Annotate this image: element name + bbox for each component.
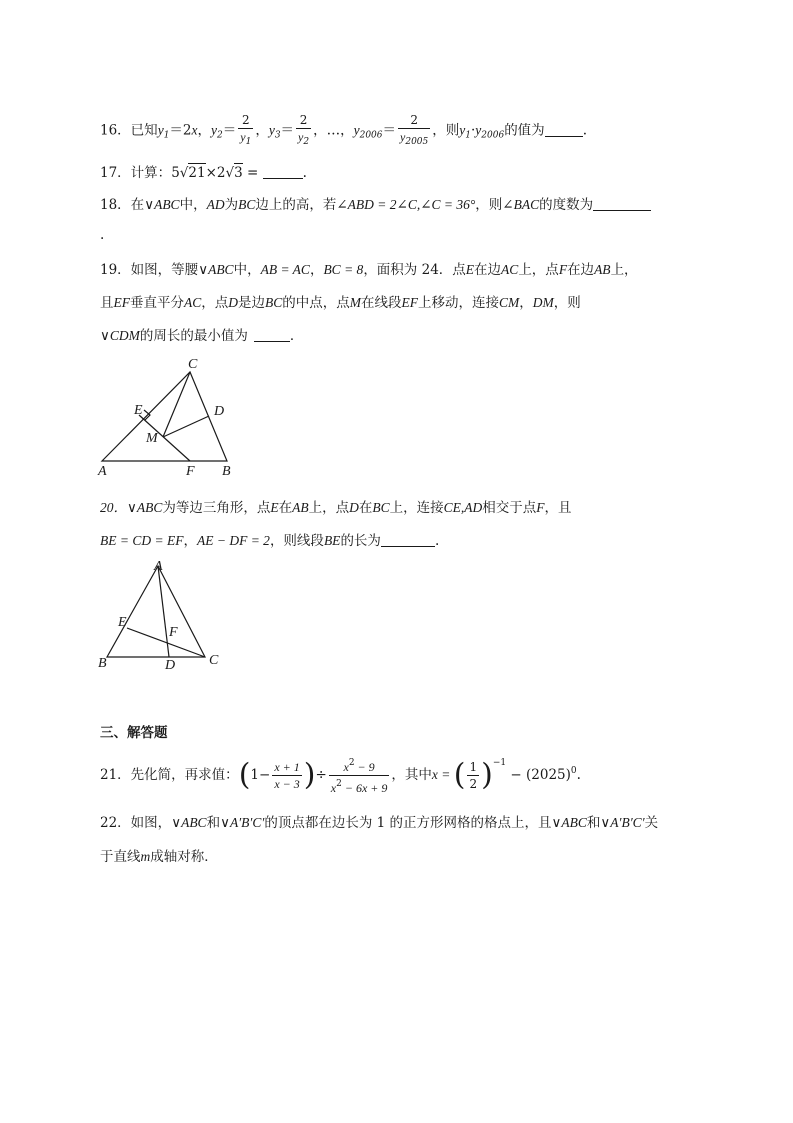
q21-fraction-half: $\frac{1}{2}$	[469, 760, 478, 791]
figure-19	[92, 352, 252, 482]
answer-blank	[593, 198, 651, 211]
q17-number: 17．计算：	[100, 165, 172, 181]
q16-fraction-2: $\frac{2}{y_2}$	[296, 112, 311, 150]
label-c: C	[188, 357, 198, 372]
q16-fraction-3: $\frac{2}{y_{2005}}$	[398, 112, 430, 150]
sqrt-sign: √	[225, 165, 235, 181]
label-m: M	[146, 431, 158, 446]
label-a: A	[98, 464, 107, 479]
question-21: 21．先化简，再求值：(1− $\frac{x + 1}{x - 3}$ )÷ $\frac{x^2 - 9}{x^2 - 6x + 9}$ ，其中x = ( $\frac{1}{2}$ )$^{-1} - (2025)^0$.	[100, 755, 581, 796]
answer-blank	[545, 124, 583, 137]
label-b: B	[98, 656, 107, 671]
q16-fraction-1: $\frac{2}{y_1}$	[238, 112, 253, 150]
answer-blank	[381, 534, 435, 547]
label-f: F	[186, 464, 195, 479]
label-b: B	[222, 464, 231, 479]
question-22-line-1: 22．如图，∨ABC和∨A′B′C′的顶点都在边长为 1 的正方形网格的格点上，且∨ABC和∨A′B′C′关	[100, 815, 659, 831]
question-16: 16．已知$y_1=2x$，$y_2=$ $\frac{2}{y_1}$ ，$y_3=$ $\frac{2}{y_2}$ ，…，$y_{2006}=$ $\frac{2}{y_{2005}}$ ，则$y_1\cdot y_{2006}$的值为 .	[100, 112, 587, 150]
question-19-line-1: 19．如图，等腰∨ABC中，AB = AC，BC = 8，面积为 24．点E在边AC上，点F在边AB上，	[100, 262, 638, 278]
label-d: D	[165, 658, 176, 673]
q18-period: .	[100, 227, 105, 243]
q16-number: 16．已知	[100, 122, 158, 139]
question-20-line-1: 20．∨ABC为等边三角形，点E在AB上，点D在BC上，连接CE,AD相交于点F，且	[100, 500, 572, 516]
triangle-abc	[107, 566, 205, 657]
q21-fraction-2: $\frac{x^2 - 9}{x^2 - 6x + 9}$	[330, 758, 388, 795]
segment-ad	[158, 566, 169, 657]
question-17: 17．计算：5√21×2√3 = .	[100, 165, 307, 181]
section-heading: 三、解答题	[100, 725, 168, 741]
question-19-line-3: ∨CDM的周长的最小值为 ．	[100, 328, 304, 344]
segment-cm	[163, 372, 190, 437]
question-20-line-2: BE = CD = EF，AE − DF = 2，则线段BE的长为 .	[100, 533, 440, 549]
label-c: C	[209, 653, 219, 668]
label-f: F	[169, 625, 178, 640]
answer-blank	[254, 329, 290, 342]
label-e: E	[134, 403, 143, 418]
question-22-line-2: 于直线m成轴对称．	[100, 849, 218, 865]
answer-blank	[263, 166, 303, 179]
question-19-line-2: 且EF垂直平分AC，点D是边BC的中点，点M在线段EF上移动，连接CM，DM，则	[100, 295, 581, 311]
figure-20	[92, 556, 232, 674]
q18-number: 18．在	[100, 197, 145, 213]
sqrt-sign: √	[179, 165, 189, 181]
q21-fraction-1: $\frac{x + 1}{x - 3}$	[274, 760, 300, 791]
label-a: A	[154, 559, 163, 574]
label-e: E	[118, 615, 127, 630]
question-18: 18．在∨ABC中，AD为BC边上的高，若∠ABD = 2∠C,∠C = 36°，则∠BAC的度数为	[100, 193, 651, 213]
label-d: D	[214, 404, 225, 419]
